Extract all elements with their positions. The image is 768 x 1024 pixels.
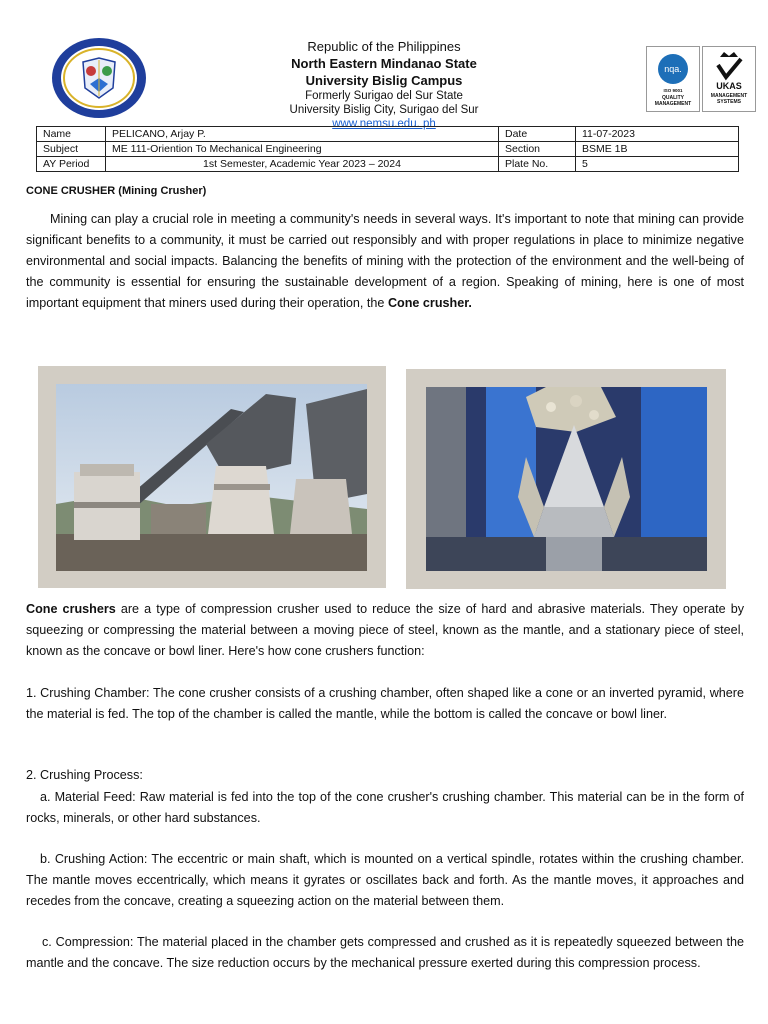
quality-management-label: QUALITY MANAGEMENT [654, 95, 692, 107]
ukas-title: UKAS [716, 81, 742, 91]
intro-bold-term: Cone crusher. [387, 296, 472, 310]
date-value: 11-07-2023 [576, 127, 739, 142]
definition-text: are a type of compression crusher used to reduce the size of hard and abrasive materials. They operate by squeezing or compressing the material between a moving piece of steel, known as the mantle, and a stationary piece of steel, known as the concave or bowl liner. Here's how cone crushers function: [26, 602, 745, 658]
header-republic: Republic of the Philippines [307, 39, 461, 54]
table-row [37, 127, 739, 142]
header-formerly: Formerly Surigao del Sur State [305, 90, 463, 102]
nqa-globe-icon [647, 49, 699, 89]
crown-check-icon [703, 49, 755, 83]
header-location: University Bislig City, Surigao del Sur [289, 104, 479, 116]
university-seal-logo [50, 36, 148, 120]
svg-text:nqa.: nqa. [664, 64, 682, 74]
student-info-table [36, 126, 739, 172]
iso-label: ISO 9001 [663, 88, 683, 93]
crushing-action-paragraph: b. Crushing Action: The eccentric or main shaft, which is mounted on a vertical spindle, rotates within the crushing chamber. The mantle moves eccentrically, which means it gyrates or oscillates back and forth. As the mantle moves, it approaches and recedes from the concave, creating a squeezing action on the material between them. [26, 852, 744, 908]
nqa-iso-badge [646, 46, 700, 112]
photo-frame-plant [38, 366, 386, 588]
compression-paragraph: c. Compression: The material placed in the chamber gets compressed and crushed as it is repeatedly squeezed between the mantle and the concave. The size reduction occurs by the mechanical pressure exerted during this compression process. [26, 935, 744, 970]
ay-period-value: 1st Semester, Academic Year 2023 – 2024 [106, 157, 499, 172]
definition-bold-term: Cone crushers [26, 602, 116, 616]
ukas-badge [702, 46, 756, 112]
table-row [37, 142, 739, 157]
website-link[interactable]: www.nemsu.edu. ph [332, 118, 436, 130]
section-value: BSME 1B [576, 142, 739, 157]
table-row [37, 157, 739, 172]
institution-header [180, 38, 588, 131]
document-title: CONE CRUSHER (Mining Crusher) [26, 185, 207, 197]
subject-label: Subject [37, 142, 106, 157]
name-label: Name [37, 127, 106, 142]
subject-value: ME 111-Oriention To Mechanical Engineering [106, 142, 499, 157]
intro-text: Mining can play a crucial role in meeting a community's needs in several ways. It's important to note that mining can provide significant benefits to a community, it must be carried out responsibly and with proper regulations in place to minimize negative environmental and social impacts. Balancing the benefits of mining with the protection of the environment and the well-being of the community is essential for ensuring the sustainable development of a region. Speaking of mining, here is one of most important equipment that miners used during their operation, the [26, 212, 744, 310]
plate-no-value: 5 [576, 157, 739, 172]
date-label: Date [499, 127, 576, 142]
crushing-chamber-paragraph: 1. Crushing Chamber: The cone crusher consists of a crushing chamber, often shaped like a cone or an inverted pyramid, where the material is fed. The top of the chamber is called the mantle, while the bottom is called the concave or bowl liner. [26, 686, 744, 721]
section-label: Section [499, 142, 576, 157]
certification-badges [646, 46, 756, 112]
name-value: PELICANO, Arjay P. [106, 127, 499, 142]
ay-period-label: AY Period [37, 157, 106, 172]
definition-paragraph [26, 599, 744, 662]
material-feed-paragraph: a. Material Feed: Raw material is fed into the top of the cone crusher's crushing chamber. This material can be in the form of rocks, minerals, or other hard substances. [26, 790, 744, 825]
intro-paragraph [26, 209, 744, 314]
header-campus: University Bislig Campus [305, 73, 463, 88]
plate-no-label: Plate No. [499, 157, 576, 172]
cone-crusher-plant-image [56, 384, 367, 571]
header-university: North Eastern Mindanao State [291, 56, 477, 71]
crushing-process-heading: 2. Crushing Process: [26, 768, 143, 782]
cone-crusher-cutaway-image [426, 387, 707, 571]
photo-frame-cutaway [406, 369, 726, 589]
management-systems-label: MANAGEMENT SYSTEMS [710, 93, 748, 105]
